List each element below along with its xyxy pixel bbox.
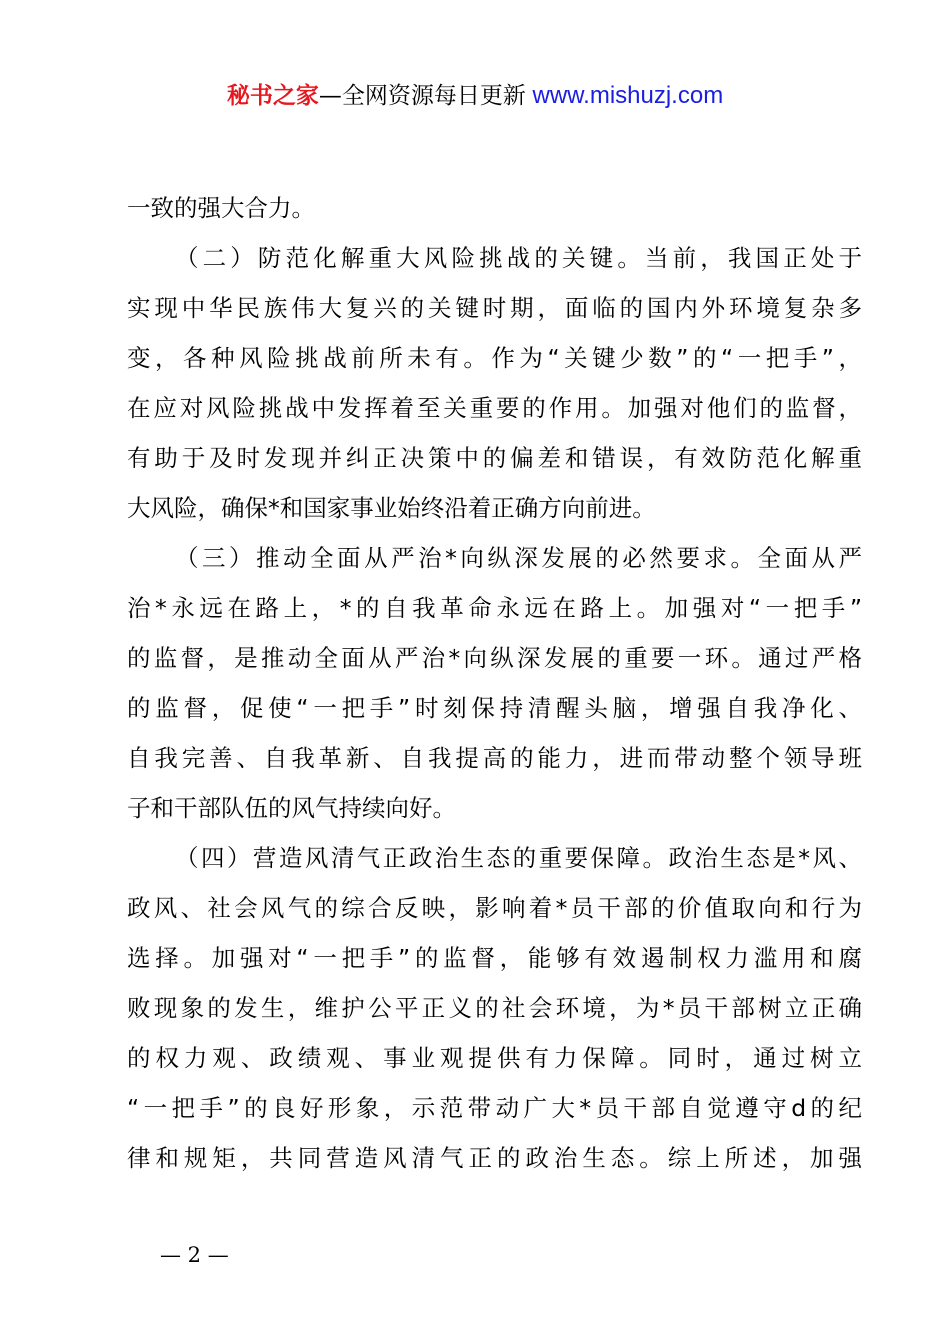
text-line: 的权力观、政绩观、事业观提供有力保障。同时，通过树立: [127, 1044, 862, 1072]
text-line: 在应对风险挑战中发挥着至关重要的作用。加强对他们的监督，: [127, 394, 862, 422]
site-header: [0, 78, 950, 114]
text-line: 选择。加强对“一把手”的监督，能够有效遏制权力滥用和腐: [127, 944, 862, 972]
text-line: 的监督，促使“一把手”时刻保持清醒头脑，增强自我净化、: [127, 694, 862, 722]
section-heading-3: （三）推动全面从严治*向纵深发展的必然要求。全面从严: [175, 544, 862, 572]
section-heading-2: （二）防范化解重大风险挑战的关键。当前，我国正处于: [175, 244, 862, 272]
text-line: 治*永远在路上，*的自我革命永远在路上。加强对“一把手”: [127, 594, 862, 622]
text-line: 一致的强大合力。: [127, 194, 315, 222]
text-line: 子和干部队伍的风气持续向好。: [127, 794, 456, 822]
page-number: — 2 —: [160, 1243, 229, 1267]
text-line: “一把手”的良好形象，示范带动广大*员干部自觉遵守d的纪: [127, 1094, 862, 1122]
section-heading-4: （四）营造风清气正政治生态的重要保障。政治生态是*风、: [175, 844, 862, 872]
text-line: 政风、社会风气的综合反映，影响着*员干部的价值取向和行为: [127, 894, 862, 922]
text-line: 实现中华民族伟大复兴的关键时期，面临的国内外环境复杂多: [127, 294, 862, 322]
site-brand: 秘书之家: [226, 83, 319, 109]
text-line: 大风险，确保*和国家事业始终沿着正确方向前进。: [127, 494, 656, 522]
text-line: 的监督，是推动全面从严治*向纵深发展的重要一环。通过严格: [127, 644, 862, 672]
text-line: 律和规矩，共同营造风清气正的政治生态。综上所述，加强: [127, 1144, 862, 1172]
site-url-link[interactable]: www.mishuzj.com: [525, 82, 724, 109]
document-body: [127, 183, 862, 1183]
text-line: 自我完善、自我革新、自我提高的能力，进而带动整个领导班: [127, 744, 862, 772]
text-line: 败现象的发生，维护公平正义的社会环境，为*员干部树立正确: [127, 994, 862, 1022]
text-line: 有助于及时发现并纠正决策中的偏差和错误，有效防范化解重: [127, 444, 862, 472]
site-tagline: —全网资源每日更新: [318, 83, 526, 109]
text-line: 变，各种风险挑战前所未有。作为“关键少数”的“一把手”，: [127, 344, 862, 372]
